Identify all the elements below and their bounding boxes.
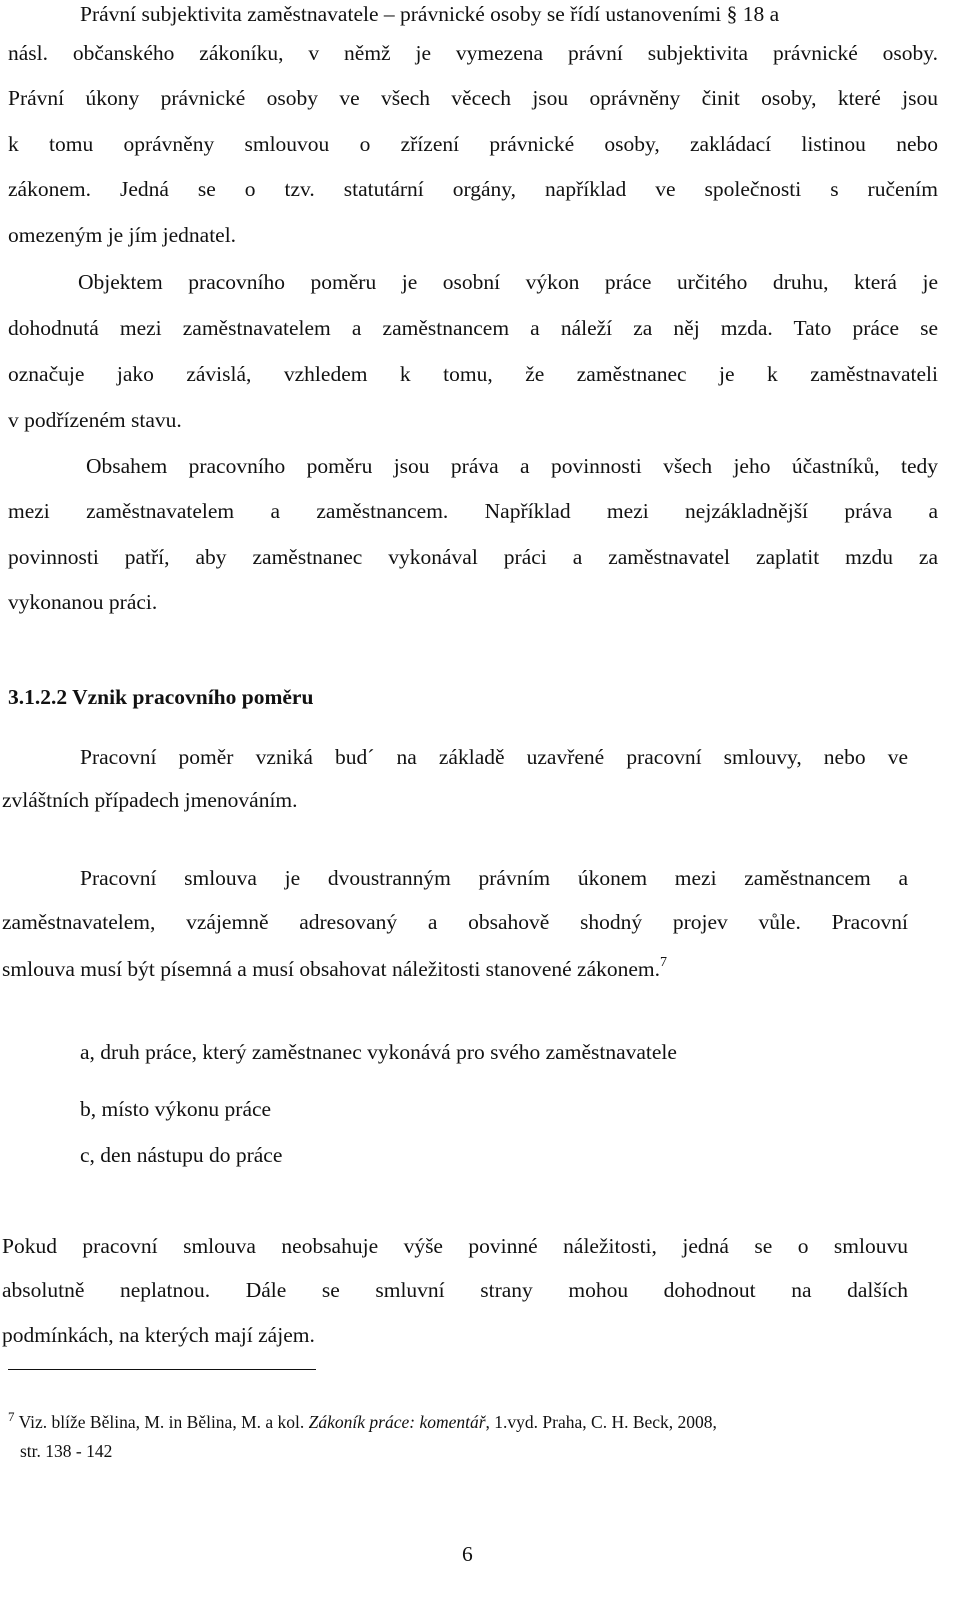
text-line: Právní subjektivita zaměstnavatele – právnické osoby se řídí ustanoveními § 18 a [80,2,780,26]
text-line: zákonem. Jedná se o tzv. statutární orgány, například ve společnosti s ručením [8,177,938,201]
list-item: b, místo výkonu práce [80,1097,272,1121]
text-line: k tomu oprávněny smlouvou o zřízení právnické osoby, zakládací listinou nebo [8,132,938,156]
text-line: dohodnutá mezi zaměstnavatelem a zaměstnancem a náleží za něj mzda. Tato práce se [8,316,938,340]
text-line: zaměstnavatelem, vzájemně adresovaný a obsahově shodný projev vůle. Pracovní [2,910,908,934]
section-heading: 3.1.2.2 Vznik pracovního poměru [8,685,314,709]
page-number: 6 [462,1542,473,1566]
text-line: mezi zaměstnavatelem a zaměstnancem. Například mezi nejzákladnější práva a [8,499,938,523]
text-line: omezeným je jím jednatel. [8,223,237,247]
text-line: násl. občanského zákoníku, v němž je vymezena právní subjektivita právnické osoby. [8,41,938,65]
list-item: a, druh práce, který zaměstnanec vykonává pro svého zaměstnavatele [80,1040,677,1064]
footnote-book-title: Zákoník práce: komentář [308,1412,486,1432]
footnote-line [8,1409,717,1433]
footnote-line-2: str. 138 - 142 [20,1441,113,1461]
text-line: Obsahem pracovního poměru jsou práva a povinnosti všech jeho účastníků, tedy [86,454,938,478]
text-line: absolutně neplatnou. Dále se smluvní strany mohou dohodnout na dalších [2,1278,908,1302]
text-line: Právní úkony právnické osoby ve všech věcech jsou oprávněny činit osoby, které jsou [8,86,938,110]
text-line: Objektem pracovního poměru je osobní výkon práce určitého druhu, která je [78,270,938,294]
text-line: podmínkách, na kterých mají zájem. [2,1323,315,1347]
text-line-content: smlouva musí být písemná a musí obsahovat náležitosti stanovené zákonem. [2,957,661,982]
text-line: vykonanou práci. [8,590,158,614]
text-line: Pokud pracovní smlouva neobsahuje výše povinné náležitosti, jedná se o smlouvu [2,1234,908,1258]
text-line: v podřízeném stavu. [8,408,182,432]
footnote-reference[interactable]: 7 [660,955,668,970]
text-line: označuje jako závislá, vzhledem k tomu, že zaměstnanec je k zaměstnavateli [8,362,938,386]
text-line: zvláštních případech jmenováním. [2,788,298,812]
text-line: povinnosti patří, aby zaměstnanec vykonával práci a zaměstnavatel zaplatit mzdu za [8,545,938,569]
footnote-number: 7 [8,1409,15,1424]
footnote-text-after: , 1.vyd. Praha, C. H. Beck, 2008, [485,1412,717,1432]
text-line: Pracovní poměr vzniká bud´ na základě uzavřené pracovní smlouvy, nebo ve [80,745,908,769]
footnote-text: Viz. blíže Bělina, M. in Bělina, M. a kol. [18,1412,309,1432]
text-line: Pracovní smlouva je dvoustranným právním úkonem mezi zaměstnancem a [80,866,908,890]
footnote-divider [8,1369,316,1370]
list-item: c, den nástupu do práce [80,1143,283,1167]
text-line [2,957,667,982]
